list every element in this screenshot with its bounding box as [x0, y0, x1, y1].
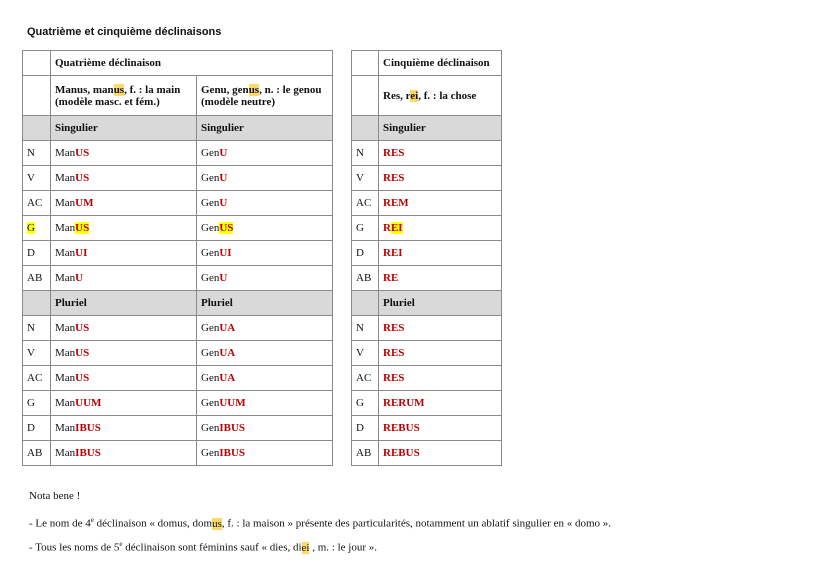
table-row: AC REM: [352, 191, 502, 216]
case-label: AB: [23, 266, 51, 291]
case-label: V: [352, 166, 379, 191]
singular-label: Singulier: [197, 116, 333, 141]
table-row: G ManUUM GenUUM: [23, 391, 333, 416]
table-row: AB ManIBUS GenIBUS: [23, 441, 333, 466]
case-label: V: [352, 341, 379, 366]
fifth-declension-table: [351, 50, 502, 466]
case-label: AC: [23, 191, 51, 216]
case-label: V: [23, 166, 51, 191]
table-row: N RES: [352, 141, 502, 166]
table-row: V ManUS GenU: [23, 166, 333, 191]
singular-label: Singulier: [51, 116, 197, 141]
case-label: V: [23, 341, 51, 366]
case-label: AC: [352, 366, 379, 391]
table-row: D ManUI GenUI: [23, 241, 333, 266]
table-row: AB ManU GenU: [23, 266, 333, 291]
case-label: D: [352, 416, 379, 441]
plural-label: Pluriel: [51, 291, 197, 316]
table-row: D REBUS: [352, 416, 502, 441]
case-label: G: [27, 222, 35, 234]
case-label: N: [352, 141, 379, 166]
table-row: N ManUS GenUA: [23, 316, 333, 341]
plural-label: Pluriel: [197, 291, 333, 316]
table-row: AB RE: [352, 266, 502, 291]
fourth-declension-table: [22, 50, 333, 466]
case-label: AC: [23, 366, 51, 391]
res-model: Res, rei, f. : la chose: [379, 76, 502, 116]
case-label: G: [23, 391, 51, 416]
empty-cell: [23, 51, 51, 76]
fifth-header: Cinquième déclinaison: [379, 51, 502, 76]
table-row: V ManUS GenUA: [23, 341, 333, 366]
table-row: D REI: [352, 241, 502, 266]
page-title: Quatrième et cinquième déclinaisons: [27, 26, 222, 38]
case-label: AB: [23, 441, 51, 466]
case-label: N: [23, 141, 51, 166]
case-label: N: [352, 316, 379, 341]
manus-model: Manus, manus, f. : la main (modèle masc. et fém.): [51, 76, 197, 116]
note-1: - Le nom de 4e déclinaison « domus, domus, f. : la maison » présente des particularités, notamment un ablatif singulier en « domo ».: [29, 516, 612, 530]
table-row: AB REBUS: [352, 441, 502, 466]
table-row: AC ManUS GenUA: [23, 366, 333, 391]
notes-heading: Nota bene !: [29, 490, 81, 502]
fourth-header: Quatrième déclinaison: [51, 51, 333, 76]
table-row: D ManIBUS GenIBUS: [23, 416, 333, 441]
table-row: V RES: [352, 166, 502, 191]
case-label: N: [23, 316, 51, 341]
table-row: V RES: [352, 341, 502, 366]
table-row: N RES: [352, 316, 502, 341]
table-row: N ManUS GenU: [23, 141, 333, 166]
table-row: AC RES: [352, 366, 502, 391]
case-label: D: [23, 241, 51, 266]
case-label: AB: [352, 441, 379, 466]
case-label: G: [352, 216, 379, 241]
table-row: AC ManUM GenU: [23, 191, 333, 216]
table-row: G REI: [352, 216, 502, 241]
genu-model: Genu, genus, n. : le genou (modèle neutre): [197, 76, 333, 116]
case-label: D: [23, 416, 51, 441]
case-label: AC: [352, 191, 379, 216]
singular-label: Singulier: [379, 116, 502, 141]
case-label: AB: [352, 266, 379, 291]
case-label: G: [352, 391, 379, 416]
note-2: - Tous les noms de 5e déclinaison sont féminins sauf « dies, diei , m. : le jour ».: [29, 540, 378, 554]
table-row: G RERUM: [352, 391, 502, 416]
table-row: G ManUS GenUS: [23, 216, 333, 241]
plural-label: Pluriel: [379, 291, 502, 316]
case-label: D: [352, 241, 379, 266]
